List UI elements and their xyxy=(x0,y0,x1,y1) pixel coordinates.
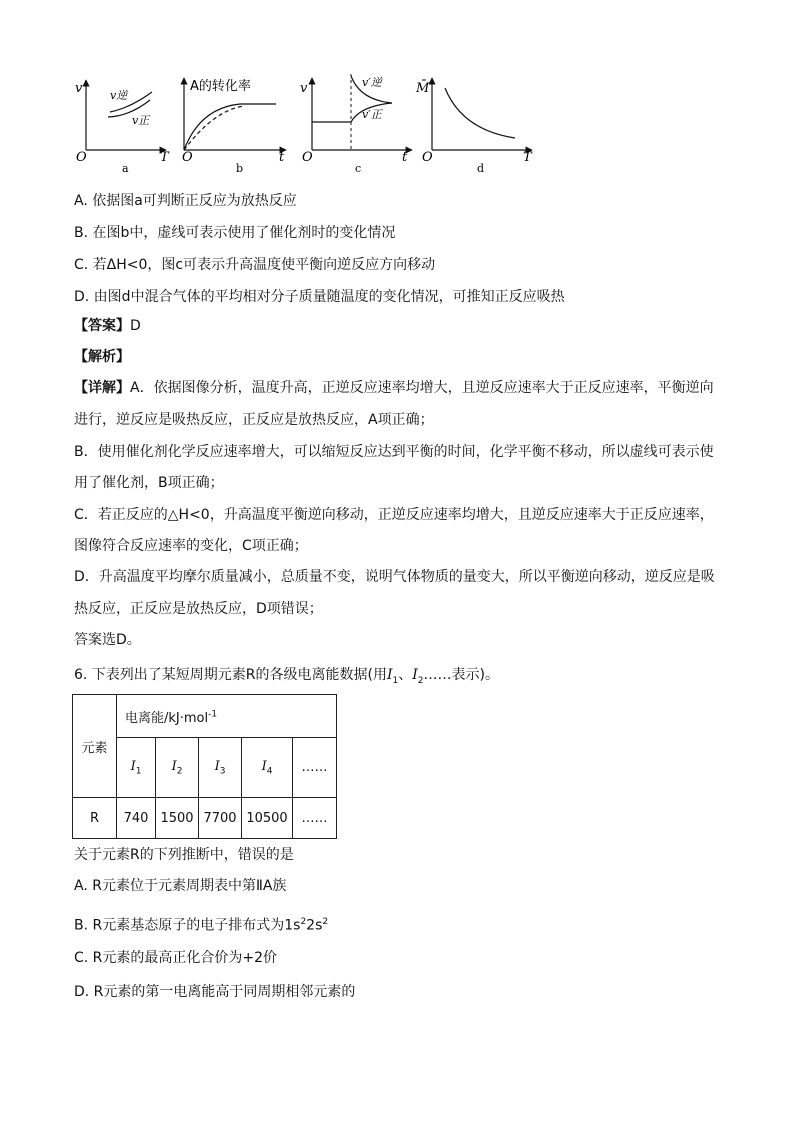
q6-option-a: A. R元素位于元素周期表中第ⅡA族 xyxy=(74,878,287,894)
q5-option-c: C. 若ΔH<0，图c可表示升高温度使平衡向逆反应方向移动 xyxy=(74,257,436,273)
graph-c-y-label: v xyxy=(300,81,308,96)
graph-a-x-label: T xyxy=(160,150,169,165)
graph-b-caption: b xyxy=(236,162,244,175)
graph-c-caption: c xyxy=(355,162,362,175)
graph-a-y-label: v xyxy=(75,81,83,96)
q5-detail-d-line2: 热反应，正反应是放热反应，D项错误； xyxy=(74,601,323,617)
graph-d-x-label: T xyxy=(523,150,532,165)
q5-detail-d-line1: D．升高温度平均摩尔质量减小，总质量不变，说明气体物质的量变大，所以平衡逆向移动，逆反应是吸 xyxy=(74,569,715,585)
q5-detail-c-line1: C．若正反应的△H<0，升高温度平衡逆向移动，正逆反应速率均增大，且逆反应速率大于正反应速率， xyxy=(74,507,714,523)
table-col-i2: $I_2$ xyxy=(156,738,199,798)
q5-detail-c-line2: 图像符合反应速率的变化，C项正确； xyxy=(74,538,308,554)
table-col-i3: $I_3$ xyxy=(199,738,242,798)
graph-c-x-label: t xyxy=(402,150,408,165)
q6-option-d: D. R元素的第一电离能高于同周期相邻元素的 xyxy=(74,984,356,1000)
table-row-label-r: R xyxy=(73,798,117,839)
table-header-element: 元素 xyxy=(73,695,117,798)
q5-detail-a-line1: 【详解】A．依据图像分析，温度升高，正逆反应速率均增大，且逆反应速率大于正反应速率，平衡逆向 xyxy=(74,380,714,396)
q5-detail-b-line1: B．使用催化剂化学反应速率增大，可以缩短反应达到平衡的时间，化学平衡不移动，所以虚线可表示使 xyxy=(74,444,714,460)
q6-stem: 6. 下表列出了某短周期元素R的各级电离能数据(用$I_1$、$I_2\dots\dots$表示)。 xyxy=(74,667,499,686)
graph-d xyxy=(415,78,533,175)
graph-a-origin: O xyxy=(76,150,87,165)
graph-a-curve-label-forward: v正 xyxy=(132,114,150,127)
graph-c-curve-label-reverse: v′逆 xyxy=(362,76,382,89)
q6-option-c: C. R元素的最高正化合价为+2价 xyxy=(74,950,278,966)
detail-tag: 【详解】 xyxy=(74,380,130,396)
q5-detail-b-line2: 用了催化剂，B项正确； xyxy=(74,475,224,491)
q5-option-d: D. 由图d中混合气体的平均相对分子质量随温度的变化情况，可推知正反应吸热 xyxy=(74,289,565,305)
table-col-i4: $I_4$ xyxy=(242,738,293,798)
answer-tag: 【答案】 xyxy=(74,318,130,334)
graph-b-x-label: t xyxy=(279,150,285,165)
q5-conclusion: 答案选D。 xyxy=(74,632,141,648)
graph-c-origin: O xyxy=(302,150,313,165)
q5-answer-line xyxy=(74,316,141,336)
graph-d-origin: O xyxy=(422,150,433,165)
q5-detail-a-line2: 进行，逆反应是吸热反应，正反应是放热反应，A项正确； xyxy=(74,412,434,428)
q5-analysis-tag: 【解析】 xyxy=(74,349,130,365)
table-cell-i2: 1500 xyxy=(156,798,199,839)
graph-a xyxy=(75,80,170,175)
table-cell-more: …… xyxy=(293,798,337,839)
q6-option-b: B. R元素基态原子的电子排布式为$1s^22s^2$ xyxy=(74,917,329,934)
graph-c-curve-label-forward: v′正 xyxy=(362,108,382,121)
answer-value: D xyxy=(130,318,141,334)
q5-option-a: A. 依据图a可判断正反应为放热反应 xyxy=(74,193,297,209)
graph-a-caption: a xyxy=(122,162,129,175)
rate-graphs-figure xyxy=(0,0,794,190)
ionization-energy-table xyxy=(72,694,337,839)
q6-prompt: 关于元素R的下列推断中，错误的是 xyxy=(74,847,294,863)
table-cell-i3: 7700 xyxy=(199,798,242,839)
graph-b xyxy=(182,78,286,175)
graph-b-origin: O xyxy=(182,150,193,165)
table-cell-i1: 740 xyxy=(117,798,156,839)
graph-d-y-label: M̄ xyxy=(416,81,430,96)
graph-a-curve-label-reverse: v逆 xyxy=(110,89,128,102)
q5-option-b: B. 在图b中，虚线可表示使用了催化剂时的变化情况 xyxy=(74,225,396,241)
graph-d-caption: d xyxy=(477,162,485,175)
table-col-i1: $I_1$ xyxy=(117,738,156,798)
table-col-more: …… xyxy=(293,738,337,798)
table-header-ionization-energy: 电离能/kJ·mol$^{-1}$ xyxy=(117,695,337,738)
table-cell-i4: 10500 xyxy=(242,798,293,839)
graph-b-y-label: A的转化率 xyxy=(190,79,251,94)
graph-c xyxy=(300,74,412,175)
